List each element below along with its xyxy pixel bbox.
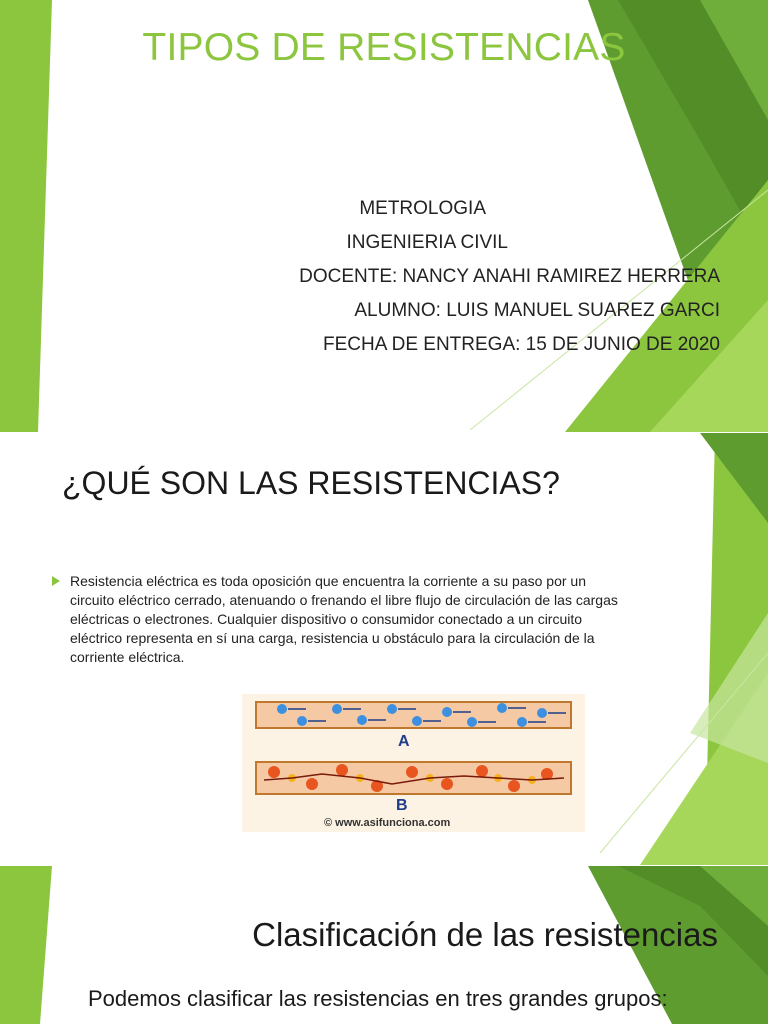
electron-flow-illustration	[242, 694, 585, 832]
resistance-definition: Resistencia eléctrica es toda oposición que encuentra la corriente a su paso por un circuito eléctrico cerrado, atenuando o frenando el libre flujo de circulación de las cargas eléctricas o electrones. Cualquier dispositivo o consumidor conectado a un circuito eléctrico representa en sí una carga, resistencia u obstáculo para la circulación de la corriente eléctrica.	[70, 573, 618, 665]
figure-label-b: B	[396, 797, 408, 814]
teacher-line: DOCENTE: NANCY ANAHI RAMIREZ HERRERA	[299, 266, 720, 287]
figure-label-a: A	[398, 733, 410, 750]
slide-definition	[0, 433, 768, 865]
subject-line: METROLOGIA	[359, 198, 486, 219]
electron-flow-figure	[242, 694, 585, 832]
due-date-line: FECHA DE ENTREGA: 15 DE JUNIO DE 2020	[322, 334, 720, 355]
slide1-title: TIPOS DE RESISTENCIAS	[142, 26, 626, 69]
slide-title	[0, 0, 768, 432]
figure-credit: © www.asifunciona.com	[324, 817, 451, 829]
slide-classification	[0, 866, 768, 1024]
bullet-arrow-icon	[52, 576, 60, 586]
student-line: ALUMNO: LUIS MANUEL SUAREZ GARCI	[354, 300, 720, 321]
career-line: INGENIERIA CIVIL	[346, 232, 508, 253]
slide2-title: ¿QUÉ SON LAS RESISTENCIAS?	[62, 465, 560, 501]
classification-intro: Podemos clasificar las resistencias en tres grandes grupos:	[88, 986, 668, 1011]
slide3-title: Clasificación de las resistencias	[252, 916, 718, 953]
